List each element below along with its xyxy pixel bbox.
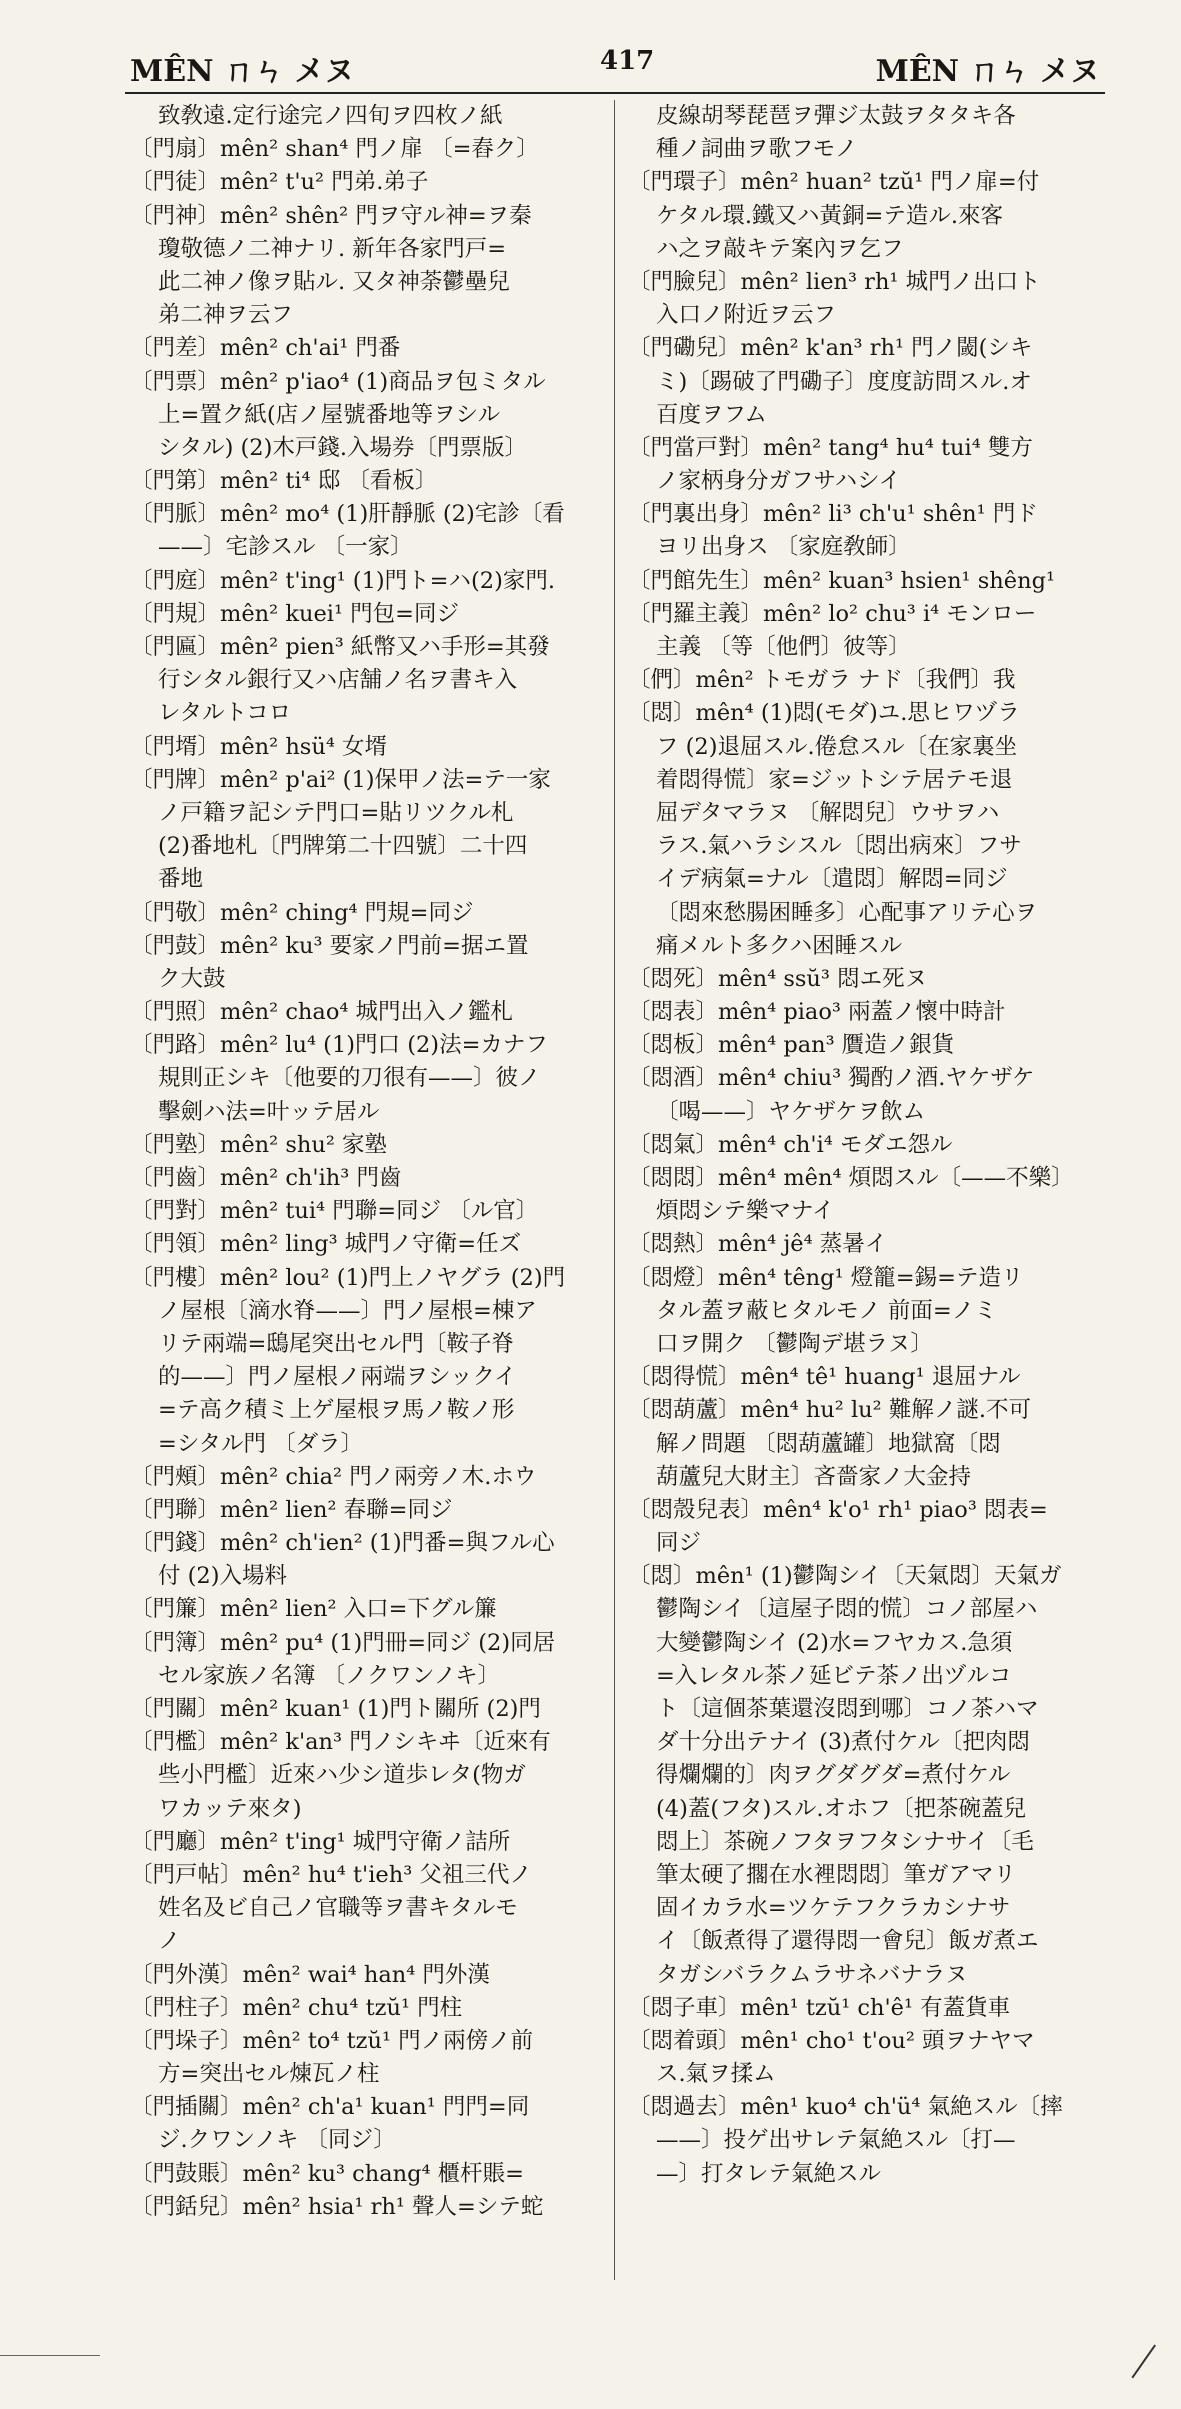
dictionary-entry-line: 〔門票〕mên² p'iao⁴ (1)商品ヲ包ミタル — [130, 368, 546, 395]
right-column — [628, 100, 1108, 2191]
dictionary-text-line: タル蓋ヲ蔽ヒタルモノ 前面=ノミ — [656, 1297, 997, 1324]
dictionary-text-line: 弟二神ヲ云フ — [158, 302, 294, 329]
dictionary-text-line: フ (2)退屈スル.倦怠スル〔在家裏坐 — [656, 733, 1018, 760]
dictionary-entry-line: 〔門塾〕mên² shu² 家塾 — [130, 1131, 388, 1158]
dictionary-entry-line: 〔門銛兒〕mên² hsia¹ rh¹ 聲人=シテ蛇 — [130, 2193, 544, 2220]
dictionary-entry-line: 〔門領〕mên² ling³ 城門ノ守衛=任ズ — [130, 1231, 522, 1258]
dictionary-text-line: ワカッテ來タ) — [158, 1795, 302, 1822]
dictionary-entry-line: 〔門錢〕mên² ch'ien² (1)門番=與フル心 — [130, 1530, 555, 1557]
dictionary-entry-line: 〔悶酒〕mên⁴ chiu³ 獨酌ノ酒.ヤケザケ — [628, 1065, 1035, 1092]
header-right-heading: MÊN ㄇㄣ メヌ — [875, 54, 1100, 89]
dictionary-entry-line: 〔悶着頭〕mên¹ cho¹ t'ou² 頭ヲナヤマ — [628, 2027, 1035, 2054]
dictionary-text-line: 大變鬱陶シイ (2)水=フヤカス.急須 — [656, 1629, 1013, 1656]
dictionary-text-line: ク大鼓 — [158, 965, 226, 992]
dictionary-entry-line: 〔門垛子〕mên² to⁴ tzŭ¹ 門ノ兩傍ノ前 — [130, 2027, 534, 2054]
dictionary-text-line: ジ.クワンノキ 〔同ジ〕 — [158, 2127, 396, 2154]
dictionary-text-line: ノ家柄身分ガフサハシイ — [656, 468, 902, 495]
dictionary-entry-line: 〔悶〕mên⁴ (1)悶(モダ)ユ.思ヒワヅラ — [628, 700, 1020, 727]
dictionary-text-line: —〕打タレテ氣絶スル — [656, 2160, 882, 2187]
dictionary-entry-line: 〔門外漢〕mên² wai⁴ han⁴ 門外漢 — [130, 1961, 490, 1988]
dictionary-entry-line: 〔門頰〕mên² chia² 門ノ兩旁ノ木.ホウ — [130, 1463, 537, 1490]
page-header — [130, 40, 1100, 90]
dictionary-text-line: 百度ヲフム — [656, 401, 767, 428]
dictionary-text-line: 葫蘆兒大財主〕吝嗇家ノ大金持 — [656, 1463, 972, 1490]
dictionary-entry-line: 〔門館先生〕mên² kuan³ hsien¹ shêng¹ — [628, 567, 1055, 594]
dictionary-entry-line: 〔門路〕mên² lu⁴ (1)門口 (2)法=カナフ — [130, 1032, 548, 1059]
dictionary-text-line: 行シタル銀行又ハ店舗ノ名ヲ書キ入 — [158, 667, 518, 694]
header-rule — [125, 92, 1105, 94]
dictionary-text-line: 口ヲ開ク 〔鬱陶デ堪ラヌ〕 — [656, 1330, 933, 1357]
dictionary-text-line: 方=突出セル煉瓦ノ柱 — [158, 2061, 380, 2088]
dictionary-entry-line: 〔門差〕mên² ch'ai¹ 門番 — [130, 335, 401, 362]
dictionary-text-line: ト〔這個茶葉還沒悶到哪〕コノ茶ハマ — [656, 1696, 1039, 1722]
dictionary-entry-line: 〔門簿〕mên² pu⁴ (1)門冊=同ジ (2)同居 — [130, 1629, 556, 1656]
dictionary-entry-line: 〔門對〕mên² tui⁴ 門聯=同ジ 〔ル官〕 — [130, 1198, 539, 1225]
dictionary-entry-line: 〔門聯〕mên² lien² 春聯=同ジ — [130, 1496, 453, 1523]
dictionary-text-line: 些小門檻〕近來ハ少シ道歩レタ(物ガ — [158, 1762, 526, 1789]
dictionary-text-line: リテ兩端=鴟尾突出セル門〔鞍子脊 — [158, 1330, 514, 1357]
dictionary-text-line: 筆太硬了擱在水裡悶悶〕筆ガアマリ — [656, 1861, 1017, 1888]
dictionary-entry-line: 〔門插關〕mên² ch'a¹ kuan¹ 門門=同 — [130, 2094, 530, 2121]
dictionary-entry-line: 〔門鼓賬〕mên² ku³ chang⁴ 櫃杆賬= — [130, 2160, 525, 2187]
dictionary-text-line: 的——〕門ノ屋根ノ兩端ヲシックイ — [158, 1364, 517, 1391]
dictionary-entry-line: 〔門齒〕mên² ch'ih³ 門齒 — [130, 1165, 402, 1191]
dictionary-text-line: 上=置ク紙(店ノ屋號番地等ヲシル — [158, 401, 501, 428]
dictionary-text-line: 同ジ — [656, 1530, 702, 1557]
dictionary-text-line: ——〕投ゲ出サレテ氣絶スル〔打— — [656, 2127, 1016, 2154]
header-left-heading: MÊN ㄇㄣ メヌ — [130, 54, 355, 89]
dictionary-entry-line: 〔悶〕mên¹ (1)鬱陶シイ〔天氣悶〕天氣ガ — [628, 1563, 1062, 1590]
dictionary-text-line: イ〔飯煮得了還得悶一會兒〕飯ガ煮エ — [656, 1928, 1039, 1955]
column-divider — [614, 100, 615, 2280]
dictionary-text-line: (2)番地札〔門牌第二十四號〕二十四 — [158, 833, 528, 860]
dictionary-text-line: 着悶得慌〕家=ジットシテ居テモ退 — [656, 766, 1013, 793]
dictionary-entry-line: 〔們〕mên² トモガラ ナド〔我們〕我 — [628, 667, 1016, 694]
dictionary-text-line: ヨリ出身ス 〔家庭敎師〕 — [656, 534, 911, 561]
dictionary-entry-line: 〔門戸帖〕mên² hu⁴ t'ieh³ 父祖三代ノ — [130, 1861, 532, 1888]
dictionary-entry-line: 〔門當戸對〕mên² tang⁴ hu⁴ tui⁴ 雙方 — [628, 434, 1033, 461]
dictionary-entry-line: 〔門規〕mên² kuei¹ 門包=同ジ — [130, 600, 459, 627]
dictionary-entry-line: 〔門裏出身〕mên² li³ ch'u¹ shên¹ 門ド — [628, 501, 1038, 528]
dictionary-text-line: 〔喝——〕ヤケザケヲ飲ム — [656, 1098, 926, 1125]
dictionary-text-line: 皮線胡琴琵琶ヲ彈ジ太鼓ヲタタキ各 — [656, 103, 1016, 129]
dictionary-text-line: ノ — [158, 1928, 181, 1955]
dictionary-text-line: 屈デタマラヌ 〔解悶兒〕ウサヲハ — [656, 799, 1000, 826]
dictionary-entry-line: 〔門壻〕mên² hsü⁴ 女壻 — [130, 733, 388, 760]
dictionary-text-line: 煩悶シテ樂マナイ — [656, 1198, 835, 1225]
dictionary-text-line: ——〕宅診スル 〔一家〕 — [158, 534, 413, 561]
dictionary-entry-line: 〔門柱子〕mên² chu⁴ tzŭ¹ 門柱 — [130, 1994, 463, 2021]
dictionary-text-line: セル家族ノ名簿 〔ノクワンノキ〕 — [158, 1662, 501, 1689]
dictionary-text-line: 得爛爛的〕肉ヲグダグダ=煮付ケル — [656, 1762, 1011, 1789]
dictionary-text-line: ミ)〔踢破了門磡子〕度度訪問スル.オ — [656, 368, 1032, 395]
dictionary-entry-line: 〔悶過去〕mên¹ kuo⁴ ch'ü⁴ 氣絶スル〔摔 — [628, 2094, 1063, 2121]
dictionary-entry-line: 〔門環子〕mên² huan² tzŭ¹ 門ノ扉=付 — [628, 169, 1040, 196]
dictionary-text-line: ハ之ヲ敲キテ案內ヲ乞フ — [656, 235, 904, 262]
dictionary-text-line: ラス.氣ハラシスル〔悶出病來〕フサ — [656, 833, 1022, 860]
dictionary-text-line: 規則正シキ〔他要的刀很有——〕彼ノ — [158, 1065, 541, 1092]
dictionary-entry-line: 〔門檻〕mên² k'an³ 門ノシキヰ〔近來有 — [130, 1729, 551, 1756]
dictionary-entry-line: 〔門庭〕mên² t'ing¹ (1)門ト=ハ(2)家門. — [130, 567, 556, 594]
dictionary-entry-line: 〔悶悶〕mên⁴ mên⁴ 煩悶スル〔——不樂〕 — [628, 1165, 1074, 1191]
dictionary-entry-line: 〔門鼓〕mên² ku³ 要家ノ門前=据エ置 — [130, 932, 529, 959]
dictionary-text-line: タガシバラクムラサネバナラヌ — [656, 1961, 968, 1988]
dictionary-text-line: ダ十分出テナイ (3)煮付ケル〔把肉悶 — [656, 1729, 1030, 1756]
dictionary-text-line: 擊劍ハ法=叶ッテ居ル — [158, 1098, 380, 1125]
dictionary-entry-line: 〔門廳〕mên² t'ing¹ 城門守衛ノ詰所 — [130, 1828, 511, 1855]
dictionary-entry-line: 〔門脈〕mên² mo⁴ (1)肝靜脈 (2)宅診〔看 — [130, 501, 565, 528]
dictionary-entry-line: 〔門扇〕mên² shan⁴ 門ノ扉 〔=舂ク〕 — [130, 136, 539, 163]
dictionary-text-line: 瓊敬德ノ二神ナリ. 新年各家門戸= — [158, 235, 507, 262]
dictionary-entry-line: 〔悶死〕mên⁴ ssŭ³ 悶エ死ヌ — [628, 965, 928, 992]
dictionary-text-line: =入レタル茶ノ延ビテ茶ノ出ヅルコ — [656, 1662, 1012, 1689]
page-number: 417 — [600, 46, 655, 76]
dictionary-text-line: シタル) (2)木戸錢.入場券〔門票版〕 — [158, 434, 528, 461]
dictionary-entry-line: 〔悶熱〕mên⁴ jê⁴ 蒸暑イ — [628, 1231, 888, 1258]
dictionary-entry-line: 〔悶殼兒表〕mên⁴ k'o¹ rh¹ piao³ 悶表= — [628, 1496, 1048, 1523]
dictionary-entry-line: 〔門簾〕mên² lien² 入口=下グル簾 — [130, 1596, 497, 1623]
dictionary-text-line: ス.氣ヲ揉ム — [656, 2061, 776, 2088]
dictionary-entry-line: 〔門羅主義〕mên² lo² chu³ i⁴ モンロー — [628, 600, 1037, 627]
left-column — [130, 100, 610, 2224]
dictionary-entry-line: 〔悶氣〕mên⁴ ch'i⁴ モダエ怨ル — [628, 1131, 953, 1158]
dictionary-entry-line: 〔門第〕mên² ti⁴ 邸 〔看板〕 — [130, 468, 438, 495]
page-corner-mark — [1131, 2344, 1180, 2395]
dictionary-text-line: ノ屋根〔滴水脊——〕門ノ屋根=棟ア — [158, 1297, 537, 1324]
dictionary-text-line: ケタル環.鐵又ハ黃銅=テ造ル.來客 — [656, 202, 1004, 229]
dictionary-text-line: 痛メルト多クハ困睡スル — [656, 932, 903, 959]
dictionary-entry-line: 〔悶子車〕mên¹ tzŭ¹ ch'ê¹ 有蓋貨車 — [628, 1994, 1011, 2021]
dictionary-text-line: 鬱陶シイ〔這屋子悶的慌〕コノ部屋ハ — [656, 1596, 1038, 1623]
dictionary-entry-line: 〔門關〕mên² kuan¹ (1)門ト關所 (2)門 — [130, 1696, 541, 1722]
dictionary-entry-line: 〔悶板〕mên⁴ pan³ 贋造ノ銀貨 — [628, 1032, 955, 1059]
dictionary-text-line: =テ高ク積ミ上ゲ屋根ヲ馬ノ鞍ノ形 — [158, 1397, 515, 1424]
dictionary-entry-line: 〔悶得慌〕mên⁴ tê¹ huang¹ 退屈ナル — [628, 1364, 1021, 1391]
page-edge-mark — [0, 2355, 100, 2356]
dictionary-entry-line: 〔門樓〕mên² lou² (1)門上ノヤグラ (2)門 — [130, 1264, 566, 1291]
dictionary-text-line: 〔悶來愁腸困睡多〕心配事アリテ心ヲ — [656, 899, 1038, 926]
dictionary-text-line: 固イカラ水=ツケテフクラカシナサ — [656, 1895, 1011, 1922]
dictionary-entry-line: 〔悶表〕mên⁴ piao³ 兩蓋ノ懷中時計 — [628, 999, 1006, 1026]
dictionary-text-line: 種ノ詞曲ヲ歌フモノ — [656, 136, 858, 163]
dictionary-text-line: 悶上〕茶碗ノフタヲフタシナサイ〔毛 — [656, 1828, 1034, 1855]
dictionary-text-line: 主義 〔等〔他們〕彼等〕 — [656, 634, 911, 660]
dictionary-entry-line: 〔悶燈〕mên⁴ têng¹ 燈籠=錫=テ造リ — [628, 1264, 1024, 1291]
dictionary-text-line: 解ノ問題 〔悶葫蘆罐〕地獄窩〔悶 — [656, 1430, 1001, 1457]
dictionary-text-line: レタルトコロ — [158, 700, 292, 727]
dictionary-entry-line: 〔門照〕mên² chao⁴ 城門出入ノ鑑札 — [130, 999, 514, 1026]
dictionary-entry-line: 〔悶葫蘆〕mên⁴ hu² lu² 難解ノ謎.不可 — [628, 1397, 1031, 1424]
dictionary-text-line: 付 (2)入場料 — [158, 1563, 288, 1590]
dictionary-text-line: 此二神ノ像ヲ貼ル. 又タ神荼鬱壘兒 — [158, 268, 510, 295]
dictionary-text-line: 入口ノ附近ヲ云フ — [656, 302, 837, 329]
dictionary-entry-line: 〔門徒〕mên² t'u² 門弟.弟子 — [130, 169, 429, 196]
dictionary-text-line: イデ病氣=ナル〔遣悶〕解悶=同ジ — [656, 866, 1008, 893]
dictionary-text-line: 致敎遠.定行途完ノ四旬ヲ四枚ノ紙 — [158, 103, 503, 129]
dictionary-text-line: 姓名及ビ自己ノ官職等ヲ書キタルモ — [158, 1895, 518, 1922]
dictionary-text-line: =シタル門 〔ダラ〕 — [158, 1430, 364, 1457]
dictionary-entry-line: 〔門磡兒〕mên² k'an³ rh¹ 門ノ閾(シキ — [628, 335, 1033, 362]
dictionary-entry-line: 〔門敬〕mên² ching⁴ 門規=同ジ — [130, 899, 474, 926]
dictionary-text-line: (4)蓋(フタ)スル.オホフ〔把茶碗蓋兒 — [656, 1795, 1027, 1822]
dictionary-entry-line: 〔門臉兒〕mên² lien³ rh¹ 城門ノ出口ト — [628, 268, 1041, 295]
dictionary-entry-line: 〔門牌〕mên² p'ai² (1)保甲ノ法=テ一家 — [130, 766, 551, 793]
dictionary-text-line: 番地 — [158, 866, 204, 893]
dictionary-entry-line: 〔門匾〕mên² pien³ 紙幣又ハ手形=其發 — [130, 634, 550, 660]
dictionary-entry-line: 〔門神〕mên² shên² 門ヲ守ル神=ヲ秦 — [130, 202, 532, 229]
dictionary-text-line: ノ戸籍ヲ記シテ門口=貼リツクル札 — [158, 799, 514, 826]
